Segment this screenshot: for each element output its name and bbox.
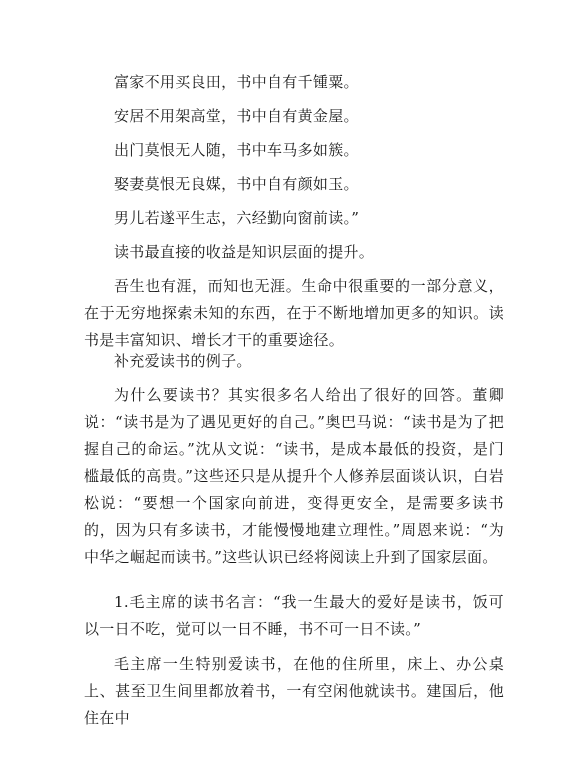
paragraph-why-read: 为什么要读书？其实很多名人给出了很好的回答。董卿说：“读书是为了遇见更好的自己。”奥巴马说：“读书是为了把握自己的命运。”沈从文说：“读书，是成本最低的投资，是门槛最低的高贵。”这些还只是从提升个人修养层面谈认识，白岩松说：“要想一个国家向前进，变得更安全，是需要多读书的，因为只有多读书，才能慢慢地建立理性。”周恩来说：“为中华之崛起而读书。”这些认识已经将阅读上升到了国家层面。 bbox=[84, 386, 504, 566]
paragraph-supplement-examples: 补充爱读书的例子。 bbox=[114, 352, 252, 370]
poem-line-5: 男儿若遂平生志，六经勤向窗前读。” bbox=[114, 209, 360, 227]
poem-line-4: 娶妻莫恨无良媒，书中自有颜如玉。 bbox=[114, 175, 359, 193]
paragraph-mao-reading: 毛主席一生特别爱读书，在他的住所里，床上、办公桌上、甚至卫生间里都放着书，一有空闲他就读书。建国后，他住在中 bbox=[84, 655, 504, 727]
poem-line-3: 出门莫恨无人随，书中车马多如簇。 bbox=[114, 141, 359, 159]
poem-line-2: 安居不用架高堂，书中自有黄金屋。 bbox=[114, 107, 359, 125]
paragraph-life-meaning: 吾生也有涯，而知也无涯。生命中很重要的一部分意义，在于无穷地探索未知的东西，在于不断地增加更多的知识。读书是丰富知识、增长才干的重要途径。 bbox=[84, 277, 504, 349]
paragraph-knowledge-benefit: 读书最直接的收益是知识层面的提升。 bbox=[114, 243, 375, 261]
paragraph-mao-quote: 1.毛主席的读书名言：“我一生最大的爱好是读书，饭可以一日不吃，觉可以一日不睡，书不可一日不读。” bbox=[84, 593, 504, 638]
poem-line-1: 富家不用买良田，书中自有千锺粟。 bbox=[114, 73, 359, 91]
